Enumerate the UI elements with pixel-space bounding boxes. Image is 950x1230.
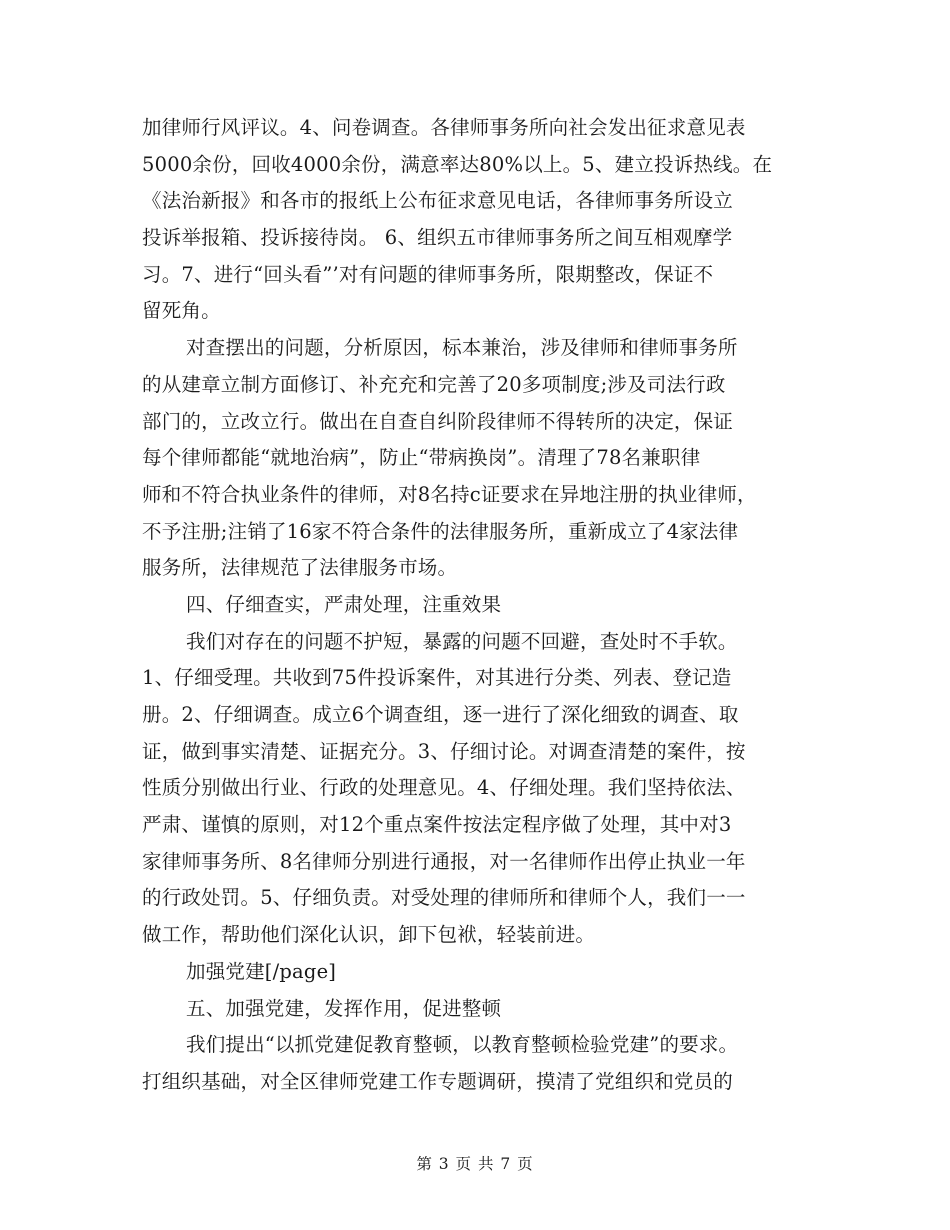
text-line: 部门的，立改立行。做出在自查自纠阶段律师不得转所的决定，保证: [142, 409, 734, 433]
page-number-footer: 第 3 页 共 7 页: [416, 1155, 534, 1173]
text-line: 5000余份，回收4000余份，满意率达80%以上。5、建立投诉热线。在: [142, 152, 773, 176]
text-line: 不予注册;注销了16家不符合条件的法律服务所，重新成立了4家法律: [142, 519, 739, 543]
text-line: 每个律师都能“就地治病”，防止“带病换岗”。清理了78名兼职律: [142, 446, 701, 470]
section-heading: 四、仔细查实，严肃处理，注重效果: [186, 592, 502, 616]
paragraph-first-line: 我们提出“以抓党建促教育整顿，以教育整顿检验党建”的要求。: [186, 1033, 739, 1057]
text-line: 加律师行风评议。4、问卷调查。各律师事务所向社会发出征求意见表: [142, 116, 746, 139]
text-line: 《法治新报》和各市的报纸上公布征求意见电话，各律师事务所设立: [142, 189, 734, 213]
text-line: 投诉举报箱、投诉接待岗。 6、组织五市律师事务所之间互相观摩学: [142, 226, 733, 250]
text-line: 留死角。: [142, 299, 221, 323]
text-line: 1、仔细受理。共收到75件投诉案件，对其进行分类、列表、登记造: [142, 666, 732, 690]
text-line: 证，做到事实清楚、证据充分。3、仔细讨论。对调查清楚的案件，按: [142, 739, 746, 763]
text-line: 打组织基础，对全区律师党建工作专题调研，摸清了党组织和党员的: [142, 1069, 734, 1093]
page-marker-line: 加强党建[/page]: [186, 959, 337, 983]
text-line: 师和不符合执业条件的律师，对8名持c证要求在异地注册的执业律师，: [142, 482, 757, 506]
paragraph-first-line: 对查摆出的问题，分析原因，标本兼治，涉及律师和律师事务所: [186, 336, 738, 360]
text-line: 性质分别做出行业、行政的处理意见。4、仔细处理。我们坚持依法、: [142, 776, 746, 800]
text-line: 家律师事务所、8名律师分别进行通报，对一名律师作出停止执业一年: [142, 849, 746, 873]
text-line: 做工作，帮助他们深化认识，卸下包袱，轻装前进。: [142, 923, 596, 947]
text-line: 习。7、进行“回头看”’对有问题的律师事务所，限期整改，保证不: [142, 262, 714, 286]
section-heading: 五、加强党建，发挥作用，促进整顿: [186, 996, 502, 1020]
paragraph-first-line: 我们对存在的问题不护短，暴露的问题不回避，查处时不手软。: [186, 629, 738, 653]
text-line: 的从建章立制方面修订、补充充和完善了20多项制度;涉及司法行政: [142, 372, 726, 396]
text-line: 严肃、谨慎的原则，对12个重点案件按法定程序做了处理，其中对3: [142, 813, 732, 837]
text-line: 册。2、仔细调查。成立6个调查组，逐一进行了深化细致的调查、取: [142, 703, 739, 726]
text-line: 的行政处罚。5、仔细负责。对受处理的律师所和律师个人，我们一一: [142, 886, 746, 910]
document-body: [142, 110, 822, 1101]
text-line: 服务所，法律规范了法律服务市场。: [142, 556, 458, 580]
